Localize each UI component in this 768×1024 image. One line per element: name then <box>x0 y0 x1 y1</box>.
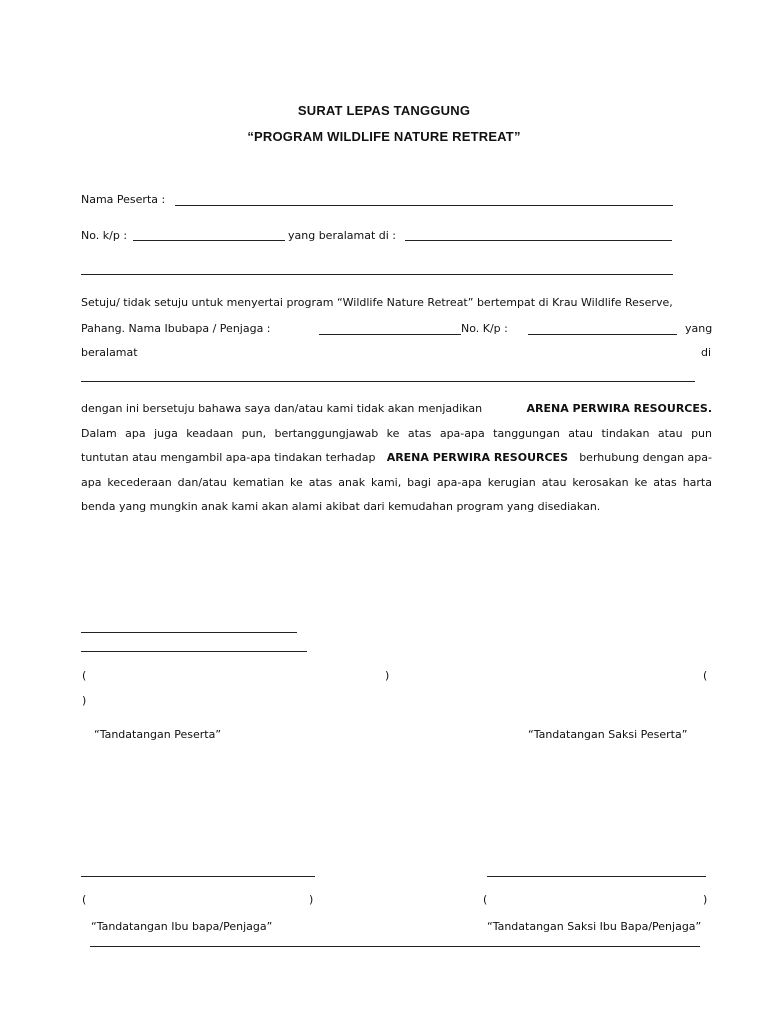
penjaga-name-field[interactable] <box>319 334 461 335</box>
nama-peserta-label: Nama Peserta : <box>81 193 166 206</box>
consent-di: di <box>701 346 712 359</box>
company-name-2: ARENA PERWIRA RESOURCES <box>386 451 568 464</box>
saksi-ibubapa-signature-line[interactable] <box>487 876 706 877</box>
consent-penjaga-label: Pahang. Nama Ibubapa / Penjaga : <box>81 322 271 335</box>
saksi-peserta-paren-open: ( <box>703 669 708 682</box>
ibubapa-signature-line[interactable] <box>81 876 315 877</box>
tandatangan-saksi-peserta-label: “Tandatangan Saksi Peserta” <box>528 728 688 741</box>
consent-yang: yang <box>685 322 713 335</box>
ibubapa-paren-close: ) <box>309 893 314 906</box>
nama-peserta-field[interactable] <box>175 205 673 206</box>
agreement-text-4: apa kecederaan dan/atau kematian ke atas anak kami, bagi apa-apa kerugian atau kerosakan ke atas harta <box>81 475 712 489</box>
penjaga-alamat-field[interactable] <box>81 381 695 382</box>
saksi-peserta-paren-close: ) <box>82 694 87 707</box>
consent-kp-label: No. K/p : <box>461 322 508 335</box>
alamat-field[interactable] <box>405 240 672 241</box>
agreement-text-1: dengan ini bersetuju bahawa saya dan/atau kami tidak akan menjadikan <box>81 402 483 415</box>
saksi-ibubapa-paren-close: ) <box>703 893 708 906</box>
alamat-label: yang beralamat di : <box>288 229 397 242</box>
saksi-peserta-signature-line[interactable] <box>81 651 307 652</box>
tandatangan-peserta-label: “Tandatangan Peserta” <box>94 728 222 741</box>
consent-beralamat: beralamat <box>81 346 138 359</box>
peserta-signature-line[interactable] <box>81 632 297 633</box>
consent-line-1 <box>81 296 712 309</box>
agreement-text-5: benda yang mungkin anak kami akan alami akibat dari kemudahan program yang disediakan. <box>81 500 601 513</box>
agreement-text-3b: berhubung dengan apa- <box>579 451 712 464</box>
penjaga-kp-field[interactable] <box>528 334 677 335</box>
company-name: ARENA PERWIRA RESOURCES. <box>526 402 712 415</box>
peserta-paren-open: ( <box>82 669 87 682</box>
agreement-text-2: Dalam apa juga keadaan pun, bertanggungjawab ke atas apa-apa tanggungan atau tindakan atau pun <box>81 426 712 440</box>
alamat-continuation-field[interactable] <box>81 274 673 275</box>
kp-label: No. k/p : <box>81 229 128 242</box>
agreement-paragraph <box>81 397 712 520</box>
agreement-text-3a: tuntutan atau mengambil apa-apa tindakan terhadap <box>81 451 376 464</box>
document-subtitle: “PROGRAM WILDLIFE NATURE RETREAT” <box>247 129 521 144</box>
saksi-ibubapa-paren-open: ( <box>483 893 488 906</box>
tandatangan-saksi-ibubapa-label: “Tandatangan Saksi Ibu Bapa/Penjaga” <box>487 920 702 933</box>
peserta-paren-close: ) <box>385 669 390 682</box>
bottom-rule <box>90 946 700 947</box>
document-title: SURAT LEPAS TANGGUNG <box>297 103 471 118</box>
tandatangan-ibubapa-label: “Tandatangan Ibu bapa/Penjaga” <box>91 920 273 933</box>
ibubapa-paren-open: ( <box>82 893 87 906</box>
kp-field[interactable] <box>133 240 285 241</box>
consent-text-1: Setuju/ tidak setuju untuk menyertai program “Wildlife Nature Retreat” bertempat di Krau Wildlife Reserve, <box>81 296 673 309</box>
